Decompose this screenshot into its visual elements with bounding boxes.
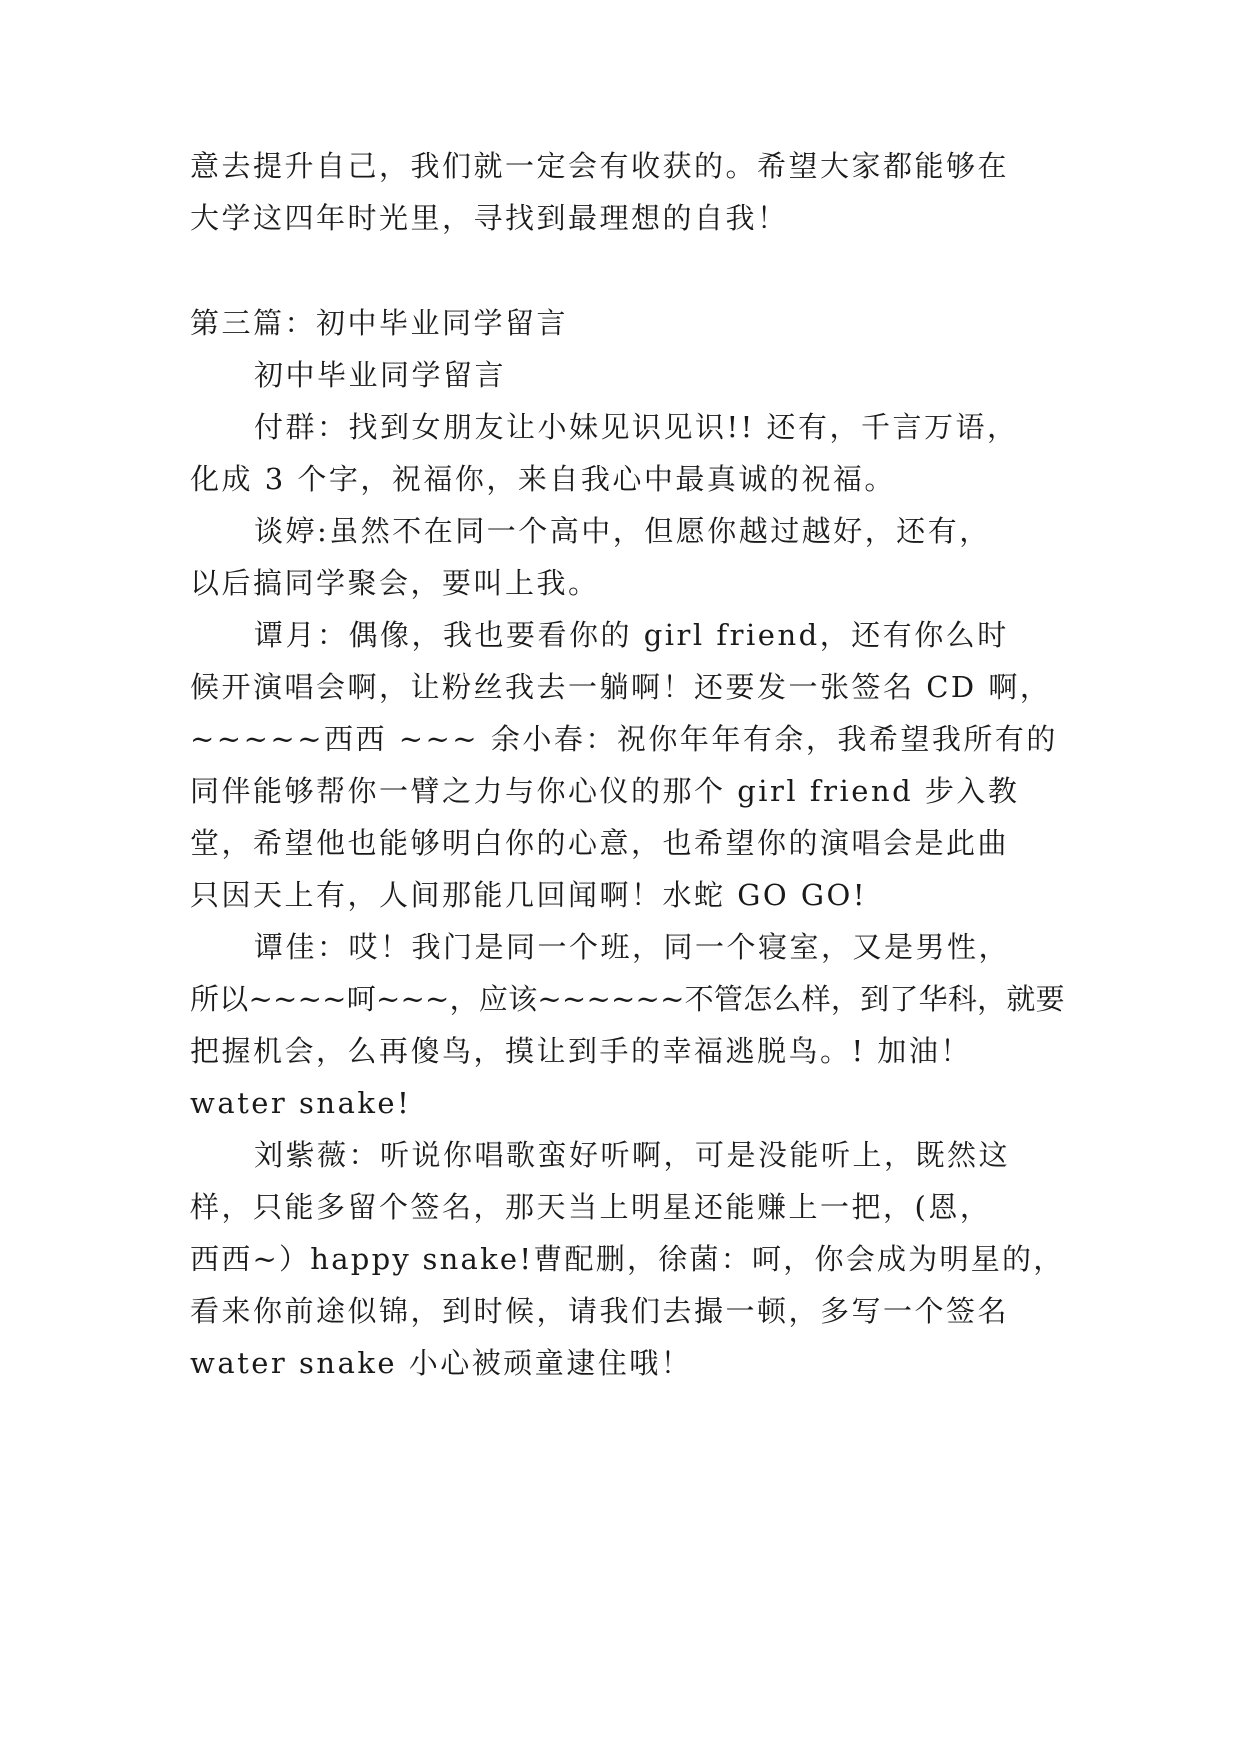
text-line: 候开演唱会啊，让粉丝我去一躺啊！还要发一张签名 CD 啊， xyxy=(190,670,1052,704)
text-line: 谭佳：哎！我门是同一个班，同一个寝室，又是男性， xyxy=(254,930,1011,964)
text-line: 堂，希望他也能够明白你的心意，也希望你的演唱会是此曲 xyxy=(190,826,1010,860)
text-line: 谭月：偶像，我也要看你的 girl friend，还有你么时 xyxy=(254,618,1009,652)
text-line: 化成 3 个字，祝福你，来自我心中最真诚的祝福。 xyxy=(190,462,896,496)
section-heading: 第三篇：初中毕业同学留言 xyxy=(190,306,569,340)
text-line: 西西~）happy snake!曹配删，徐菌：呵，你会成为明星的， xyxy=(190,1242,1065,1276)
text-line: 刘紫薇：听说你唱歌蛮好听啊，可是没能听上，既然这 xyxy=(254,1138,1011,1172)
text-line: 把握机会，么再傻鸟，摸让到手的幸福逃脱鸟。! 加油！ xyxy=(190,1034,972,1068)
text-line: 样，只能多留个签名，那天当上明星还能赚上一把，(恩， xyxy=(190,1190,992,1224)
text-line: 大学这四年时光里，寻找到最理想的自我！ xyxy=(190,201,789,235)
text-line: 看来你前途似锦，到时候，请我们去撮一顿，多写一个签名 xyxy=(190,1294,1010,1328)
text-line: 以后搞同学聚会，要叫上我。 xyxy=(190,566,600,600)
text-line: 意去提升自己，我们就一定会有收获的。希望大家都能够在 xyxy=(190,149,1010,183)
text-line: 只因天上有，人间那能几回闻啊！水蛇 GO GO! xyxy=(190,878,867,912)
text-line: ~~~~~西西 ~~~ 余小春：祝你年年有余，我希望我所有的 xyxy=(190,722,1058,756)
text-line: water snake! xyxy=(190,1086,412,1120)
text-line: 付群：找到女朋友让小妹见识见识!! 还有，千言万语， xyxy=(254,410,1019,444)
text-line: water snake 小心被顽童逮住哦！ xyxy=(190,1346,693,1380)
text-line: 同伴能够帮你一臂之力与你心仪的那个 girl friend 步入教 xyxy=(190,774,1020,808)
text-line: 谈婷:虽然不在同一个高中，但愿你越过越好，还有， xyxy=(254,514,991,548)
text-line: 所以~~~~呵~~~，应该~~~~~~不管怎么样，到了华科，就要 xyxy=(190,982,1065,1016)
section-subtitle: 初中毕业同学留言 xyxy=(254,358,507,392)
